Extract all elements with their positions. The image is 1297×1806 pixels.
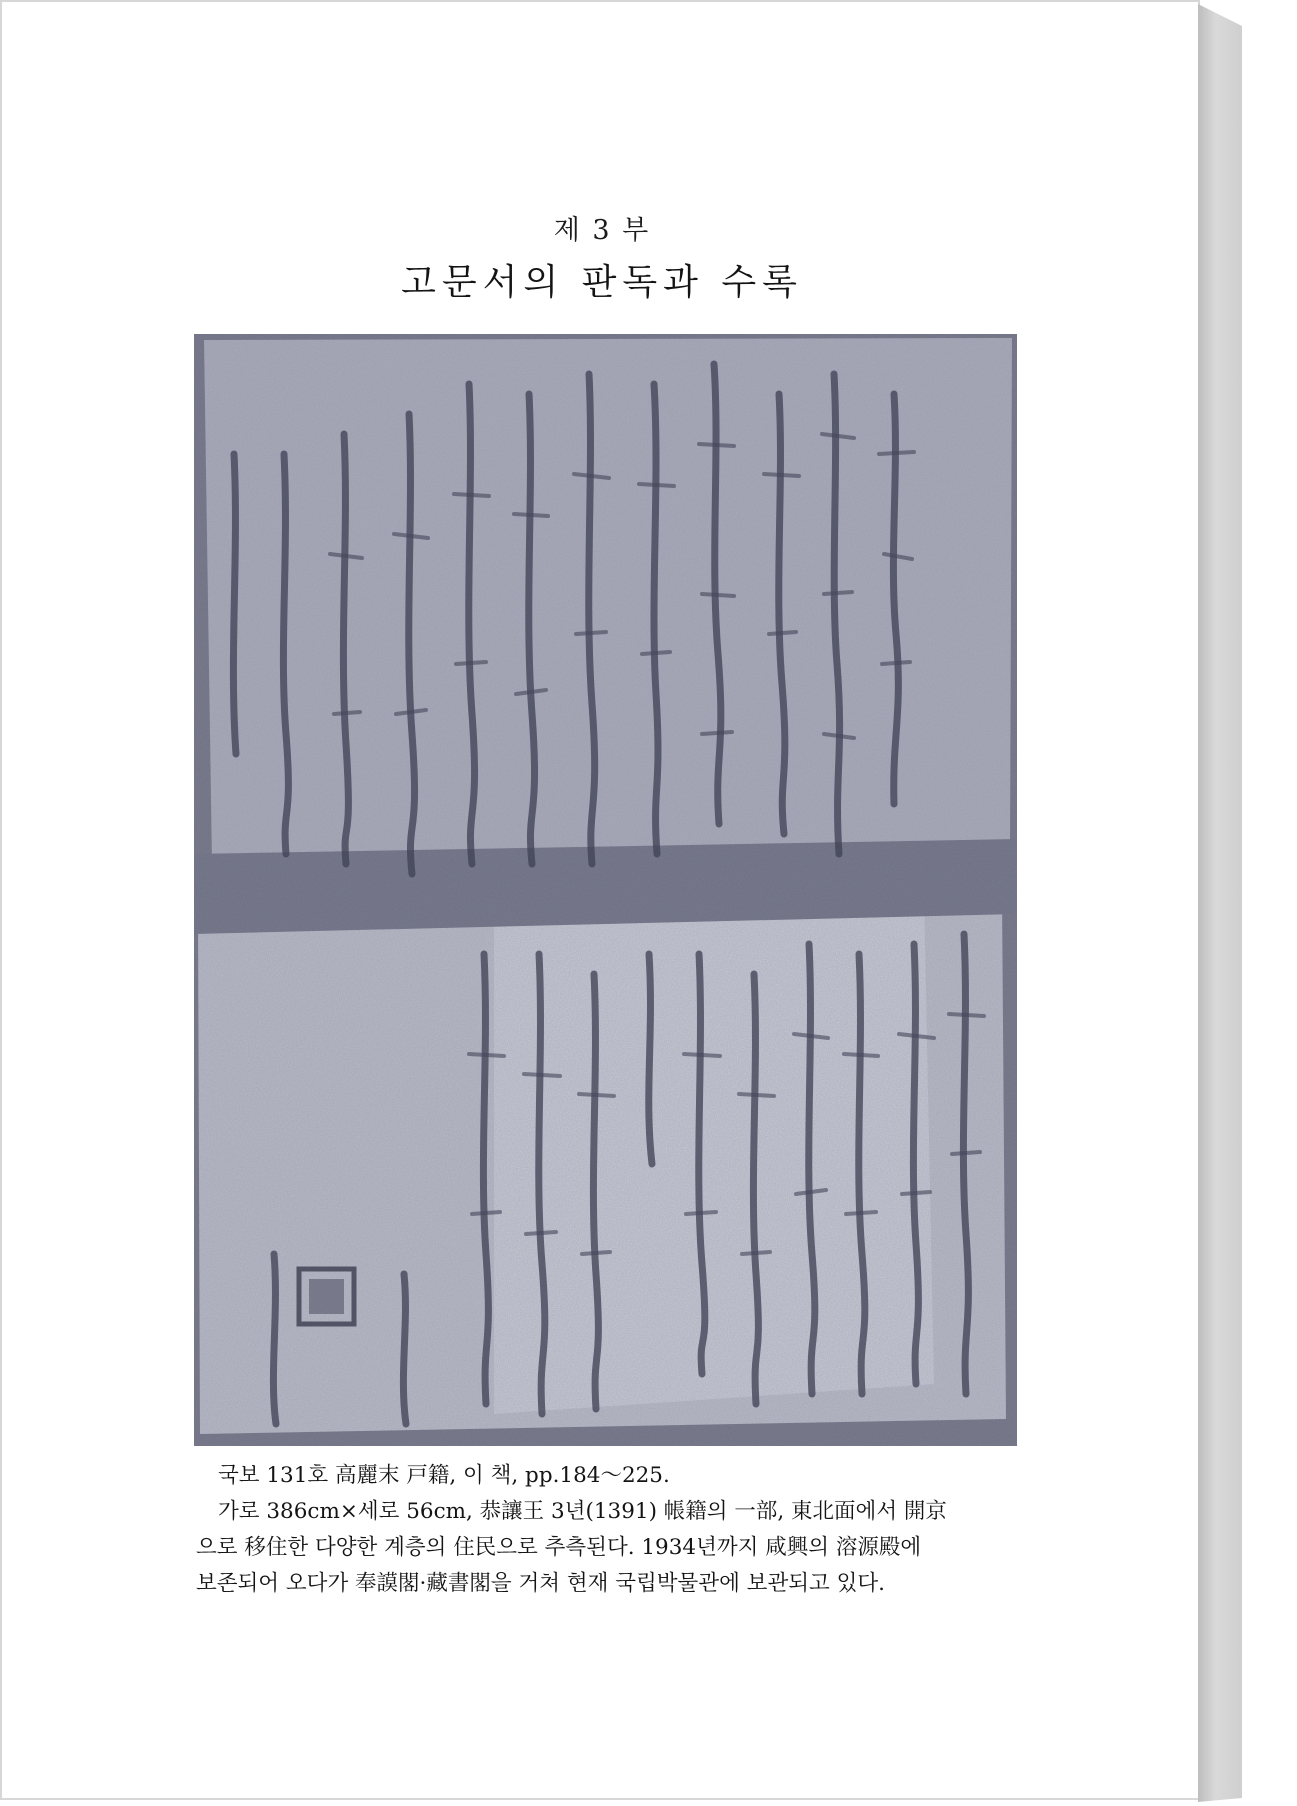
caption-title: 국보 131호 高麗末 戸籍, 이 책, pp.184～225.: [218, 1463, 670, 1488]
household-register-image: [194, 334, 1017, 1446]
document-photo: [194, 334, 1017, 1446]
caption-line-3: 보존되어 오다가 奉謨閣·藏書閣을 거쳐 현재 국립박물관에 보관되고 있다.: [196, 1571, 885, 1596]
photo-caption: [196, 1458, 1036, 1602]
caption-line-1: 가로 386cm×세로 56cm, 恭讓王 3년(1391) 帳籍의 一部, 東北面에서 開京: [218, 1499, 947, 1524]
part-label: 제 3 부: [553, 215, 651, 246]
book-page-edge: [1198, 4, 1242, 1802]
caption-line-2: 으로 移住한 다양한 계층의 住民으로 추측된다. 1934년까지 咸興의 溶源殿에: [196, 1535, 922, 1560]
part-title: 고문서의 판독과 수록: [401, 262, 803, 303]
